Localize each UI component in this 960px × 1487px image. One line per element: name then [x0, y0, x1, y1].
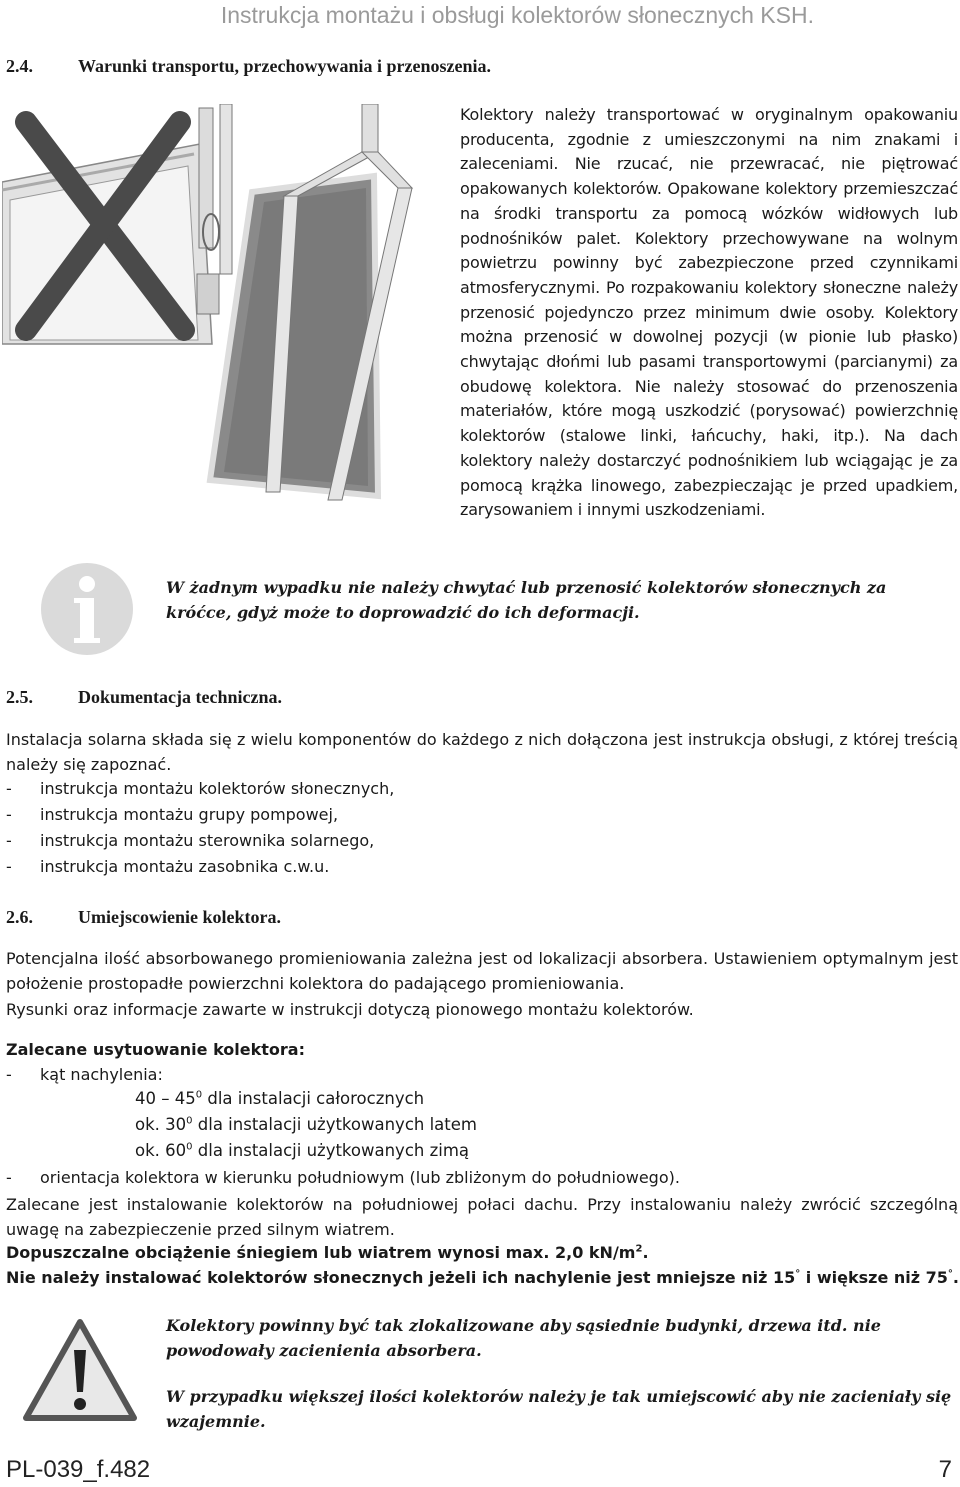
tilt-label: - kąt nachylenia: — [6, 1065, 163, 1084]
document-code: PL-039_f.482 — [6, 1456, 151, 1483]
documentation-intro: Instalacja solarna składa się z wielu komponentów do każdego z nich dołączona jest instrukcja obsługi, z której treścią należy się zapoznać. — [6, 730, 958, 775]
info-note: W żadnym wypadku nie należy chwytać lub przenosić kolektorów słonecznych za króćce, gdyż może to doprowadzić do ich deformacji. — [166, 578, 887, 622]
section-title: Dokumentacja techniczna. — [78, 687, 282, 707]
transport-instructions: Kolektory należy transportować w oryginalnym opakowaniu producenta, zgodnie z umieszczonymi na nim znakami i zaleceniami. Nie rzucać, nie przewracać, nie piętrować opakowanych kolektorów. Opakowane kolektory przemieszczać na środki transportu za pomocą wózków widłowych lub podnośników palet. Kolektory przechowywane na wolnym powietrzu powinny być zabezpieczone przed czynnikami atmosferycznymi. Po rozpakowaniu kolektory słoneczne należy przenosić pojedynczo przez minimum dwie osoby. Kolektory można przenosić w dowolnej pozycji (w pionie lub płasko) chwytając dłońmi lub pasami transportowymi (parcianymi) za obudowę kolektora. Nie należy stosować do przenoszenia materiałów, które mogą uszkodzić (porysować) powierzchnię kolektorów (stalowe linki, łańcuchy, haki, itp.). Na dach kolektory należy dostarczyć podnośnikiem lub wciągając je za pomocą krążka linowego, zabezpieczając je przed upadkiem, zarysowaniem i innymi uszkodzeniami. — [460, 105, 958, 520]
roof-note: Zalecane jest instalowanie kolektorów na południowej połaci dachu. Przy instalowaniu należy zwrócić szczególną uwagę na zabezpieczenie przed silnym wiatrem. — [6, 1195, 958, 1240]
list-item: - instrukcja montażu sterownika solarnego, — [6, 831, 375, 850]
warning-icon — [22, 1318, 138, 1422]
correct-method-collector — [210, 104, 412, 500]
recommended-heading: Zalecane usytuowanie kolektora: — [6, 1040, 305, 1059]
section-heading-transport — [6, 56, 491, 77]
section-title: Umiejscowienie kolektora. — [78, 907, 281, 927]
collector-transport-illustration — [2, 104, 452, 524]
section-heading-placement — [6, 907, 281, 928]
load-limit: Dopuszczalne obciążenie śniegiem lub wiatrem wynosi max. 2,0 $kN/m^2$. — [6, 1243, 649, 1262]
tilt-value-summer: ok. $30^0$ dla instalacji użytkowanych latem — [135, 1115, 477, 1134]
section-title: Warunki transportu, przechowywania i przenoszenia. — [78, 56, 492, 76]
angle-limit: Nie należy instalować kolektorów słonecznych jeżeli ich nachylenie jest mniejsze niż 15° i większe niż 75°. — [6, 1268, 959, 1287]
section-heading-documentation — [6, 687, 282, 708]
list-item: - instrukcja montażu grupy pompowej, — [6, 805, 339, 824]
section-number: 2.6. — [6, 907, 33, 927]
placement-paragraph-2: Rysunki oraz informacje zawarte w instrukcji dotyczą pionowego montażu kolektorów. — [6, 1000, 694, 1019]
tilt-value-allyear: $40 - 45^0$ dla instalacji całorocznych — [135, 1089, 425, 1108]
section-number: 2.4. — [6, 56, 33, 76]
page-header-title: Instrukcja montażu i obsługi kolektorów słonecznych KSH. — [220, 2, 814, 28]
orientation-item: - orientacja kolektora w kierunku południowym (lub zbliżonym do południowego). — [6, 1168, 680, 1187]
info-icon — [40, 562, 134, 656]
list-item: - instrukcja montażu zasobnika c.w.u. — [6, 857, 330, 876]
page-number: 7 — [938, 1456, 952, 1483]
section-number: 2.5. — [6, 687, 33, 707]
list-item: - instrukcja montażu kolektorów słonecznych, — [6, 779, 395, 798]
placement-paragraph: Potencjalna ilość absorbowanego promieniowania zależna jest od lokalizacji absorbera. Ustawieniem optymalnym jest położenie prostopadłe powierzchni kolektora do padającego promieniowania. — [6, 949, 958, 994]
warning-note-mutual-shading: W przypadku większej ilości kolektorów należy je tak umiejscowić aby nie zacieniały się wzajemnie. — [166, 1387, 952, 1431]
tilt-value-winter: ok. $60^0$ dla instalacji użytkowanych zimą — [135, 1141, 470, 1160]
warning-note-shading: Kolektory powinny być tak zlokalizowane aby sąsiednie budynki, drzewa itd. nie powodowały zacienienia absorbera. — [166, 1316, 881, 1360]
